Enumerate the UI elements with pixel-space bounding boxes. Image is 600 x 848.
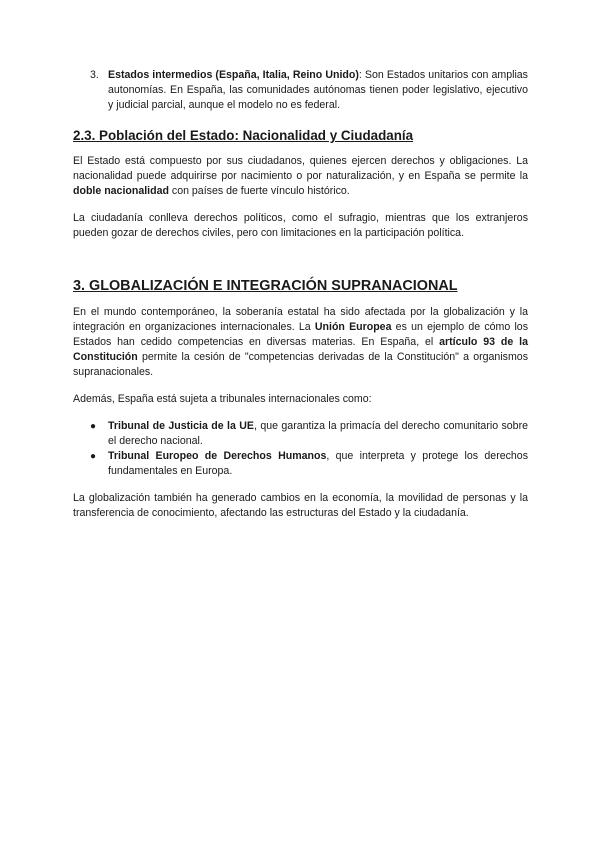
list-item: ● Tribunal de Justicia de la UE, que garantiza la primacía del derecho comunitario sobre el derecho nacional. — [90, 420, 528, 447]
section-heading-poblacion: 2.3. Población del Estado: Nacionalidad y Ciudadanía — [73, 128, 414, 143]
list-item-term: Tribunal de Justicia de la UE — [108, 420, 254, 432]
tribunales-list — [73, 419, 528, 479]
paragraph-ciudadania: La ciudadanía conlleva derechos políticos, como el sufragio, mientras que los extranjeros pueden gozar de derechos civiles, pero con limitaciones en la participación política. — [73, 212, 528, 239]
bold-term-doble-nacionalidad: doble nacionalidad — [73, 185, 169, 197]
bold-term-union-europea: Unión Europea — [314, 321, 392, 333]
list-item: ● Tribunal Europeo de Derechos Humanos, que interpreta y protege los derechos fundamentales en Europa. — [90, 450, 528, 477]
bold-term-articulo-93: artículo 93 de la Constitución — [73, 336, 529, 363]
paragraph-globalizacion-cambios: La globalización también ha generado cambios en la economía, la movilidad de personas y la transferencia de conocimiento, afectando las estructuras del Estado y la ciudadanía. — [73, 492, 528, 519]
document-page — [73, 68, 528, 521]
paragraph-tribunales-intro: Además, España está sujeta a tribunales internacionales como: — [73, 393, 372, 405]
list-item-text: : Son Estados unitarios con amplias autonomías. En España, las comunidades autónomas tienen poder legislativo, ejecutivo y judicial parcial, aunque el modelo no es federal. — [108, 69, 528, 111]
list-item-term: Estados intermedios (España, Italia, Reino Unido) — [108, 69, 359, 81]
list-item-estados-intermedios — [73, 68, 528, 113]
bullet-icon: ● — [90, 451, 97, 462]
section-heading-globalizacion: 3. GLOBALIZACIÓN E INTEGRACIÓN SUPRANACIONAL — [73, 278, 458, 294]
list-item-term: Tribunal Europeo de Derechos Humanos — [108, 450, 327, 462]
list-number: 3. — [90, 69, 99, 81]
paragraph-nacionalidad: El Estado está compuesto por sus ciudadanos, quienes ejercen derechos y obligaciones. La nacionalidad puede adquirirse por nacimiento o por naturalización, y en España se permite la doble nacionalidad con países de fuerte vínculo histórico. — [73, 155, 528, 197]
bullet-icon: ● — [90, 421, 97, 432]
paragraph-soberania: En el mundo contemporáneo, la soberanía estatal ha sido afectada por la globalización y la integración en organizaciones internacionales. La Unión Europea es un ejemplo de cómo los Estados han cedido competencias en diversas materias. En España, el artículo 93 de la Constitución permite la cesión de "competencias derivadas de la Constitución" a organismos supranacionales. — [73, 306, 529, 378]
